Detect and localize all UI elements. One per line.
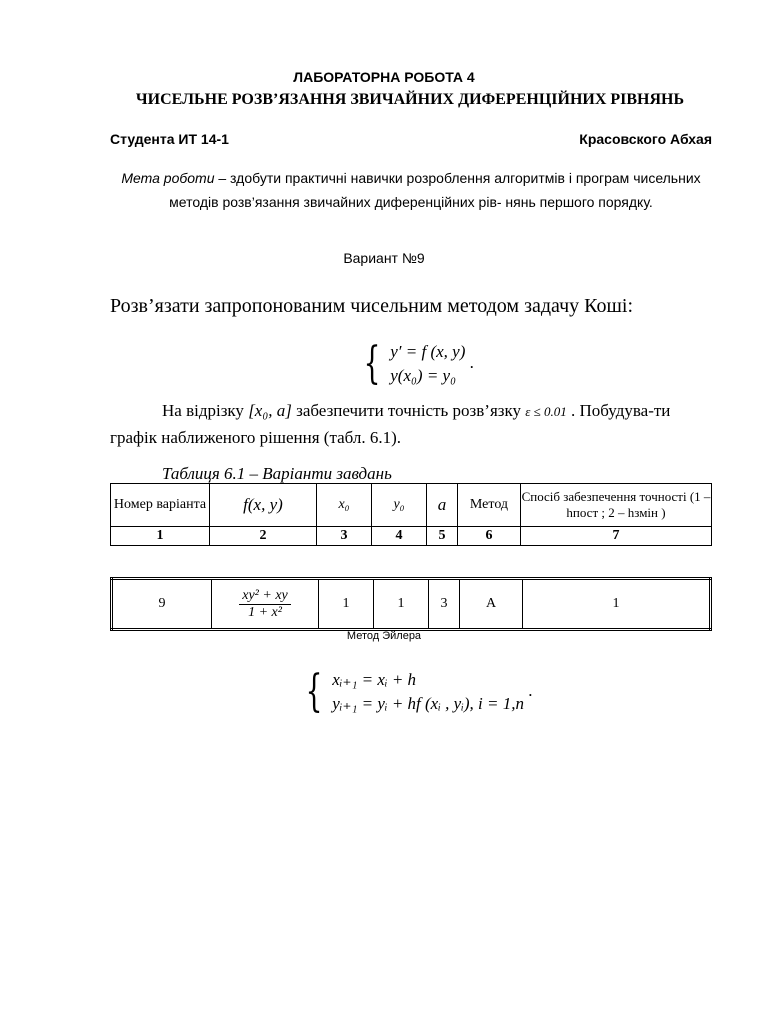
column-number: 4 bbox=[372, 527, 427, 546]
fraction-denominator: 1 + x² bbox=[248, 604, 282, 620]
lab-title: ЛАБОРАТОРНА РОБОТА 4 bbox=[293, 69, 475, 85]
segment-c: забезпечити точність розв’язку bbox=[291, 401, 526, 420]
brace-icon: { bbox=[305, 666, 323, 717]
header-cell: Номер варіанта bbox=[111, 484, 210, 527]
cell-x0: 1 bbox=[319, 579, 374, 630]
table-caption: Таблиця 6.1 – Варіанти завдань bbox=[162, 464, 392, 483]
variant-label: Вариант №9 bbox=[343, 250, 425, 266]
euler-system bbox=[300, 668, 533, 716]
topic-title: ЧИСЕЛЬНЕ РОЗВ’ЯЗАННЯ ЗВИЧАЙНИХ ДИФЕРЕНЦІЙНИХ РІВНЯНЬ bbox=[135, 91, 685, 108]
function-fraction bbox=[239, 588, 291, 621]
segment-interval: [x₀, a] bbox=[248, 401, 292, 420]
column-number: 6 bbox=[458, 527, 521, 546]
column-number: 3 bbox=[317, 527, 372, 546]
header-cell: Метод bbox=[458, 484, 521, 527]
segment-paragraph bbox=[110, 398, 712, 451]
cell-a: 3 bbox=[429, 579, 460, 630]
student-label: Студента ИТ 14-1 bbox=[110, 131, 229, 147]
segment-e: . Побудува-ти графік наближеного рішення (табл. 6.1). bbox=[110, 401, 671, 447]
euler-eq-2: yᵢ₊₁ = yᵢ + hf (xᵢ , yᵢ), i = 1,n bbox=[332, 694, 525, 713]
goal-label: Мета роботи bbox=[121, 170, 215, 186]
euler-lines bbox=[332, 668, 524, 716]
variants-table-header bbox=[110, 483, 712, 546]
header-cell: x₀ bbox=[317, 484, 372, 527]
variant-9-row bbox=[110, 577, 712, 631]
column-number: 5 bbox=[427, 527, 458, 546]
column-number: 2 bbox=[210, 527, 317, 546]
header-cell: y₀ bbox=[372, 484, 427, 527]
cauchy-end: . bbox=[469, 352, 474, 372]
euler-end: . bbox=[528, 680, 533, 700]
header-cell: a bbox=[427, 484, 458, 527]
cell-method: А bbox=[460, 579, 523, 630]
fraction-numerator: xy² + xy bbox=[239, 588, 291, 605]
cell-function bbox=[212, 579, 319, 630]
cell-number: 9 bbox=[112, 579, 212, 630]
segment-a: На відрізку bbox=[162, 401, 249, 420]
header-cell: f(x, y) bbox=[210, 484, 317, 527]
task-intro: Розв’язати запропонованим чисельним методом задачу Коші: bbox=[110, 295, 634, 317]
segment-eps: ε ≤ 0.01 bbox=[525, 404, 567, 419]
cauchy-eq-1: y′ = f (x, y) bbox=[390, 342, 466, 361]
brace-icon: { bbox=[363, 338, 381, 389]
goal-text: – здобути практичні навички розроблення алгоритмів і програм чисельних методів розв’язання звичайних диференційних рів- нянь першого порядку. bbox=[169, 170, 701, 210]
column-number: 7 bbox=[521, 527, 712, 546]
goal-paragraph bbox=[110, 166, 712, 214]
method-label: Метод Эйлера bbox=[346, 630, 422, 642]
euler-eq-1: xᵢ₊₁ = xᵢ + h bbox=[332, 670, 417, 689]
column-number: 1 bbox=[111, 527, 210, 546]
cell-accuracy: 1 bbox=[523, 579, 711, 630]
cauchy-system bbox=[358, 340, 474, 388]
header-cell: Спосіб забезпечення точності (1 – hпост ; 2 – hзмін ) bbox=[521, 484, 712, 527]
cell-y0: 1 bbox=[374, 579, 429, 630]
student-name: Красовского Абхая bbox=[579, 131, 712, 147]
cauchy-lines bbox=[390, 340, 465, 388]
cauchy-eq-2: y(x₀) = y₀ bbox=[390, 366, 457, 385]
